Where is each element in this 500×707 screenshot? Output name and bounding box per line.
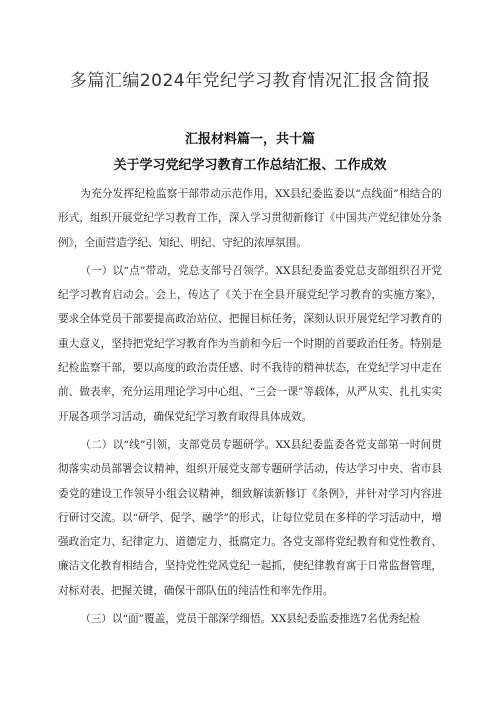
surface-paragraph: （三）以“面”覆盖，党员干部深学细悟。XX县纪委监委推选7名优秀纪检 <box>80 613 421 626</box>
intro-paragraph: 为充分发挥纪检监察干部带动示范作用，XX县纪委监委以“点线面”相结合的形式，组织开展党纪学习教育工作，深入学习贯彻新修订《中国共产党纪律处分条例》，全面营造学纪、知纪、明纪、守纪的浓厚氛围。 <box>58 188 442 249</box>
section-heading: 汇报材料篇一，共十篇 <box>184 132 315 147</box>
line-paragraph: （二）以“线”引领，支部党员专题研学。XX县纪委监委各党支部第一时间贯彻落实动员部署会议精神，组织开展党支部专题研学活动，传达学习中央、省市县委党的建设工作领导小组会议精神，细致解读新修订《条例》，并针对学习内容进行研讨交流。以“研学、促学、融学”的形式，让每位党员在多样的学习活动中，增强政治定力、纪律定力、道德定力、抵腐定力。各党支部将党纪教育和党性教育、廉洁文化教育相结合，坚持党性党风党纪一起抓，使纪律教育寓于日常监督管理，对标对表、把握关键，确保干部队伍的纯洁性和率先作用。 <box>58 438 442 597</box>
article-title: 关于学习党纪学习教育工作总结汇报、工作成效 <box>113 158 387 173</box>
document-body <box>58 182 442 635</box>
document-title: 多篇汇编2024年党纪学习教育情况汇报含简报 <box>69 71 431 91</box>
point-paragraph: （一）以“点”带动，党总支部号召领学。XX县纪委监委党总支部组织召开党纪学习教育启动会。会上，传达了《关于在全县开展党纪学习教育的实施方案》，要求全体党员干部要提高政治站位、把握目标任务，深刻认识开展党纪学习教育的重大意义，坚持把党纪学习教育作为当前和今后一个时期的首要政治任务。特别是纪检监察干部，要以高度的政治责任感、时不我待的精神状态，在党纪学习中走在前、做表率，充分运用理论学习中心组、“三会一课”等载体，从严从实、扎扎实实开展各项学习活动，确保党纪学习教育取得具体成效。 <box>58 264 442 423</box>
